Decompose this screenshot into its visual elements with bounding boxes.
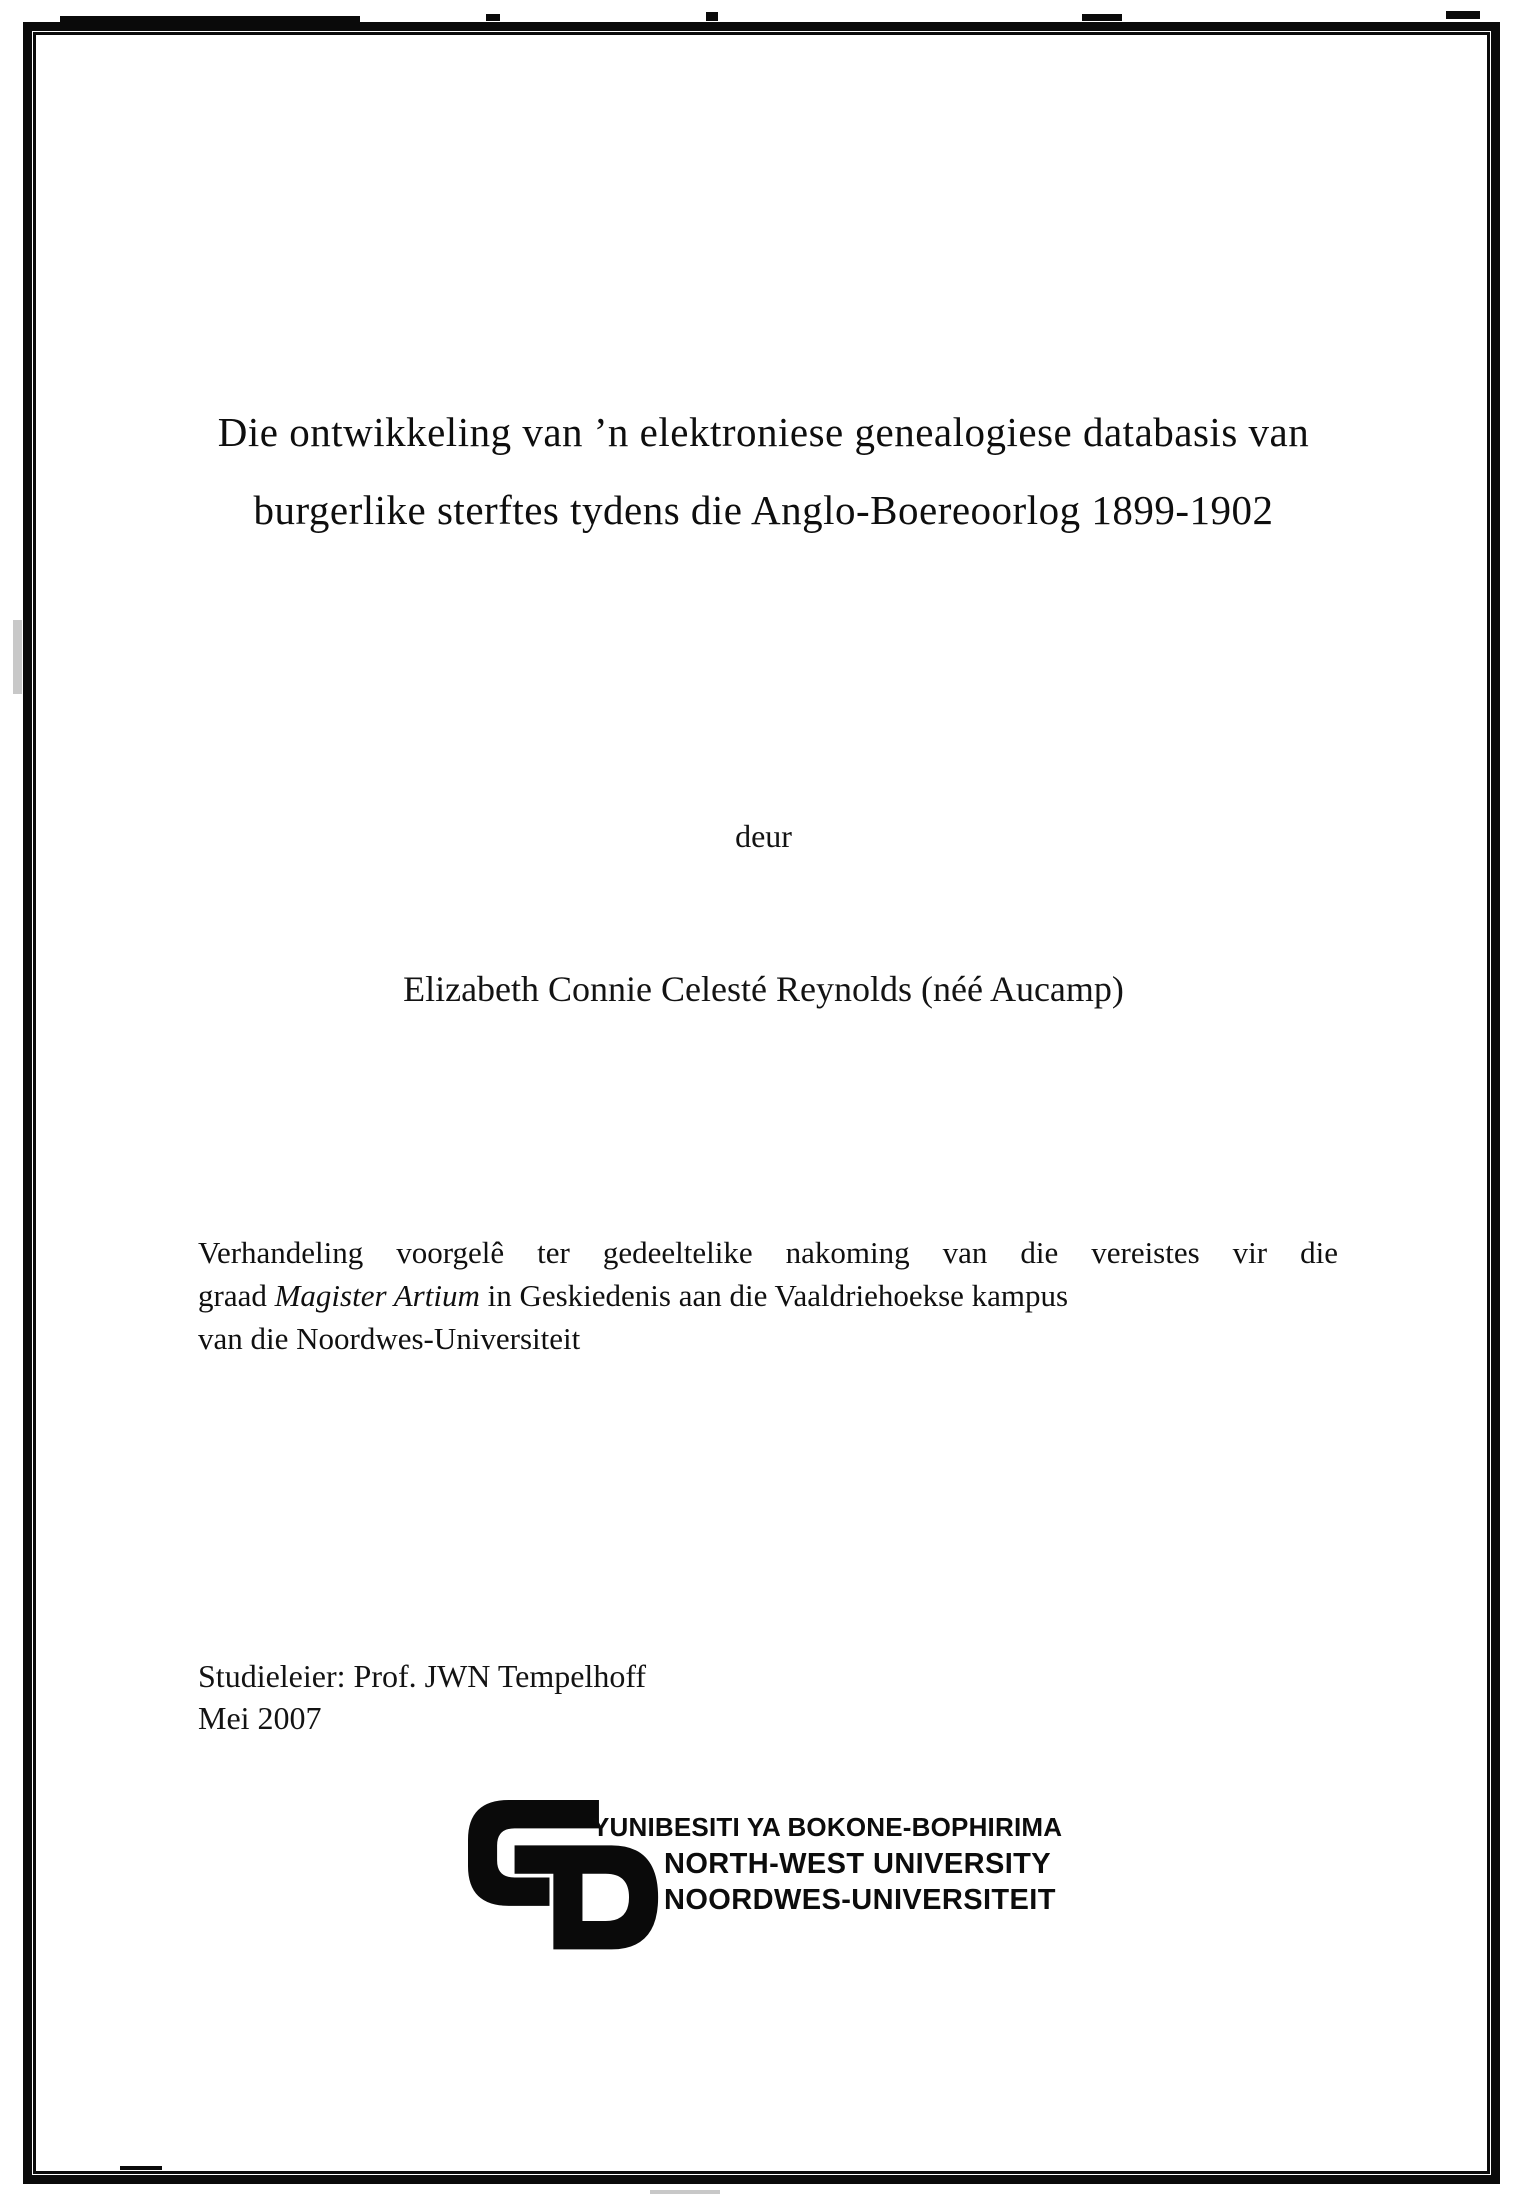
scan-artifact: [60, 16, 360, 24]
byline-label: deur: [735, 818, 792, 854]
scan-artifact: [120, 2166, 162, 2170]
logo-text-line3: NOORDWES-UNIVERSITEIT: [664, 1884, 1056, 1916]
scan-artifact: [650, 2190, 720, 2194]
degree-statement-line3: van die Noordwes-Universiteit: [198, 1321, 581, 1356]
scan-artifact: [1446, 11, 1480, 19]
date-line: Mei 2007: [198, 1700, 322, 1736]
degree-statement-line2: [198, 1274, 1338, 1317]
degree-name-italic: Magister Artium: [274, 1278, 480, 1313]
scan-artifact: [1082, 14, 1122, 21]
supervisor-line: Studieleier: Prof. JWN Tempelhoff: [198, 1658, 647, 1694]
degree-statement-line1: Verhandeling voorgelê ter gedeeltelike nakoming van die vereistes vir die: [198, 1235, 1338, 1270]
author-name: Elizabeth Connie Celesté Reynolds (néé Aucamp): [403, 969, 1124, 1009]
degree-statement-line2-pre: graad: [198, 1278, 275, 1313]
thesis-title-line1: Die ontwikkeling van ’n elektroniese genealogiese databasis van: [217, 409, 1310, 455]
logo-text-line1: YUNIBESITI YA BOKONE-BOPHIRIMA: [592, 1812, 1063, 1842]
logo-text-line2: NORTH-WEST UNIVERSITY: [664, 1848, 1052, 1880]
degree-statement-line2-post: in Geskiedenis aan die Vaaldriehoekse kampus: [479, 1278, 1069, 1313]
scan-artifact: [13, 620, 22, 694]
thesis-title-line2: burgerlike sterftes tydens die Anglo-Boereoorlog 1899-1902: [253, 487, 1274, 533]
scan-artifact: [486, 14, 500, 21]
degree-statement: [198, 1231, 1338, 1360]
scan-artifact: [706, 12, 718, 21]
